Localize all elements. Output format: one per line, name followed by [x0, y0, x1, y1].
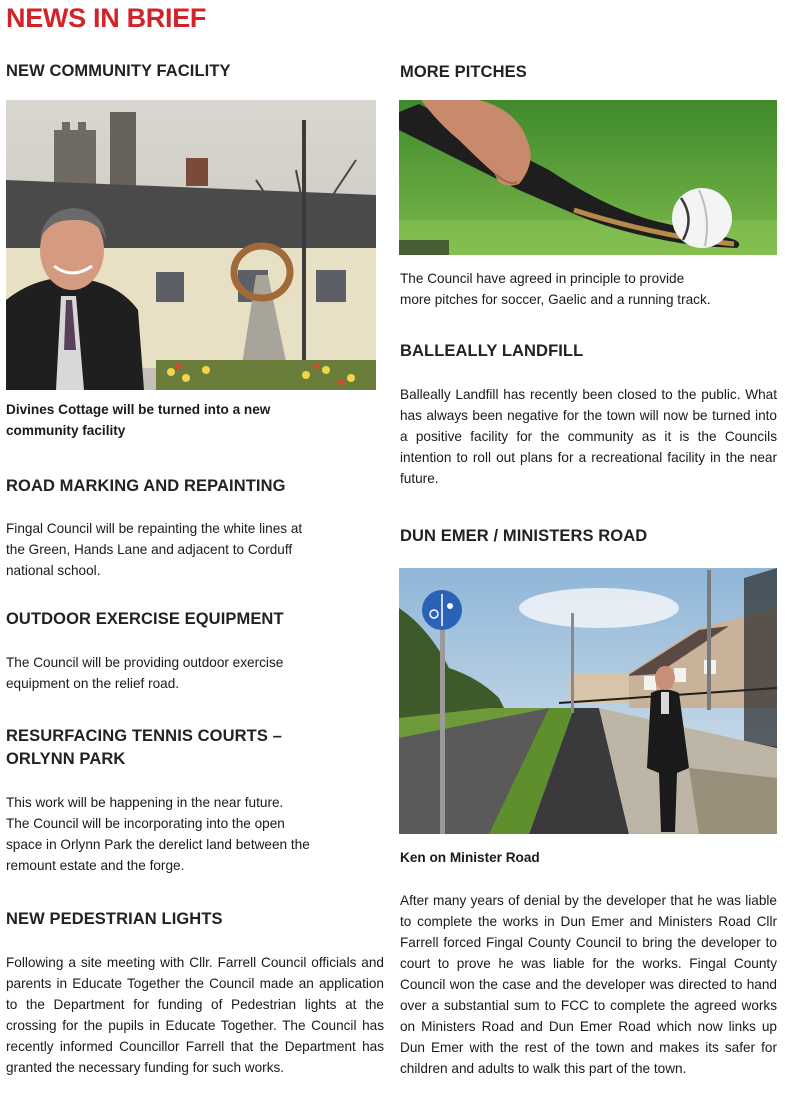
road-marking-line-2: the Green, Hands Lane and adjacent to Corduff	[6, 542, 293, 557]
heading-more-pitches: MORE PITCHES	[400, 63, 527, 81]
tennis-courts-line-4: remount estate and the forge.	[6, 858, 185, 873]
pedestrian-lights-body: Following a site meeting with Cllr. Farrell Council officials and parents in Educate Together the Council made an application to the Department for funding of Pedestrian lights at the crossing for the pupils in Educate Together. The Council has recently informed Councillor Farrell that the Department has granted the necessary funding for such works.	[6, 955, 384, 1075]
heading-tennis-courts-1: RESURFACING TENNIS COURTS –	[6, 727, 282, 745]
more-pitches-line-2: more pitches for soccer, Gaelic and a running track.	[400, 292, 711, 307]
hurley-and-sliotar-icon	[399, 100, 777, 255]
heading-outdoor-exercise: OUTDOOR EXERCISE EQUIPMENT	[6, 610, 284, 628]
caption-community-facility-2: community facility	[6, 423, 126, 438]
heading-community-facility: NEW COMMUNITY FACILITY	[6, 62, 231, 80]
tennis-courts-line-3: space in Orlynn Park the derelict land between the	[6, 837, 310, 852]
dun-emer-body: After many years of denial by the developer that he was liable to complete the works in Dun Emer and Ministers Road Cllr Farrell forced Fingal County Council to bring the developer to court to prove he was liable for the works. Fingal County Council won the case and the developer was directed to hand over a substantial sum to FCC to complete the agreed works on Ministers Road and Dun Emer Road which now links up Dun Emer with the rest of the town and makes its safer for children and adults to walk this part of the town.	[400, 893, 777, 1076]
tennis-courts-line-2: The Council will be incorporating into the open	[6, 816, 285, 831]
photo-divines-cottage	[6, 100, 376, 390]
road-marking-line-3: national school.	[6, 563, 101, 578]
caption-ministers-road: Ken on Minister Road	[400, 850, 540, 865]
page-title: NEWS IN BRIEF	[6, 3, 207, 33]
heading-dun-emer: DUN EMER / MINISTERS ROAD	[400, 527, 648, 545]
outdoor-exercise-line-1: The Council will be providing outdoor exercise	[6, 655, 284, 670]
photo-ministers-road	[399, 568, 777, 834]
heading-tennis-courts-2: ORLYNN PARK	[6, 750, 126, 768]
caption-community-facility-1: Divines Cottage will be turned into a new	[6, 402, 271, 417]
ken-on-ministers-road-icon	[399, 568, 777, 834]
road-marking-line-1: Fingal Council will be repainting the white lines at	[6, 521, 303, 536]
heading-road-marking: ROAD MARKING AND REPAINTING	[6, 477, 286, 495]
landfill-body: Balleally Landfill has recently been closed to the public. What has always been negative for the town will now be turned into a positive facility for the community as it is the Councils intention to roll out plans for a recreational facility in the near future.	[400, 387, 777, 486]
heading-pedestrian-lights: NEW PEDESTRIAN LIGHTS	[6, 910, 223, 928]
more-pitches-line-1: The Council have agreed in principle to provide	[400, 271, 685, 286]
tennis-courts-line-1: This work will be happening in the near future.	[6, 795, 284, 810]
councillor-at-cottage-icon	[6, 100, 376, 390]
outdoor-exercise-line-2: equipment on the relief road.	[6, 676, 180, 691]
heading-landfill: BALLEALLY LANDFILL	[400, 342, 584, 360]
photo-hurley	[399, 100, 777, 255]
